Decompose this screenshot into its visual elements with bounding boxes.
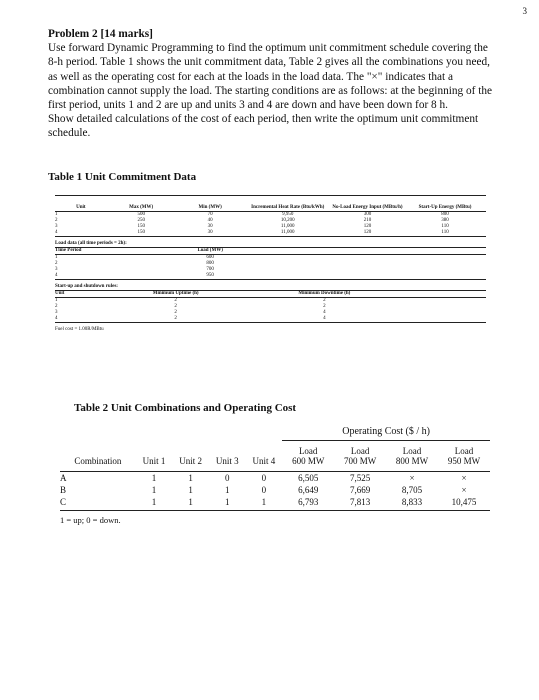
table1-cell: 250 bbox=[137, 218, 145, 223]
operating-cost-label: Operating Cost ($ / h) bbox=[282, 426, 490, 441]
table2-row bbox=[60, 496, 490, 511]
table2-header-cell: Combination bbox=[60, 456, 136, 472]
problem-title: Problem 2 [14 marks] bbox=[48, 28, 153, 40]
updown-cell: 2 bbox=[323, 298, 326, 303]
updown-rules-title: Start-up and shutdown rules: bbox=[55, 284, 118, 289]
updown-cell: 1 bbox=[55, 298, 58, 303]
table2-cell: 1 bbox=[188, 485, 193, 495]
table2-cell: 0 bbox=[261, 473, 267, 483]
table2-cell: × bbox=[461, 485, 467, 495]
table1-cell: 1 bbox=[55, 212, 58, 217]
table1-cell: 110 bbox=[441, 224, 449, 229]
table1-header-cell: Unit bbox=[55, 196, 107, 212]
updown-header-cell: Minimum Downtime (h) bbox=[245, 291, 404, 298]
updown-cell: 2 bbox=[174, 298, 177, 303]
load-cell: 600 bbox=[206, 255, 214, 260]
table2-footnote: 1 = up; 0 = down. bbox=[60, 515, 121, 525]
table2-cell: × bbox=[409, 473, 415, 483]
table2-header-cell: Unit 2 bbox=[172, 456, 209, 472]
updown-cell: 2 bbox=[174, 304, 177, 309]
updown-cell: 2 bbox=[174, 310, 177, 315]
table1-cell: 110 bbox=[404, 230, 486, 237]
table1-cell: 30 bbox=[176, 230, 245, 237]
updown-cell: 4 bbox=[55, 316, 107, 323]
table1-cell: 300 bbox=[363, 212, 372, 217]
table2-header-cell: 700 MW bbox=[334, 456, 386, 472]
table2-cell: 8,705 bbox=[401, 485, 423, 495]
load-cell: 700 bbox=[206, 267, 214, 272]
table2-cell: 6,793 bbox=[282, 496, 334, 511]
table2-cell: 7,525 bbox=[349, 473, 371, 483]
table1-cell: 30 bbox=[207, 224, 213, 229]
table2-cell: 1 bbox=[172, 496, 209, 511]
problem-paragraph-1: Use forward Dynamic Programming to find the optimum unit commitment schedule covering the 8-h period. Table 1 shows the unit commitment data, Table 2 gives all the combinations you need, as well as the operating cost for each at the loads in the load data. The "×" indicates that a combination cannot supply the load. The starting conditions are as follows: at the beginning of the first period, units 1 and 2 are up and units 3 and 4 are down and have been down for 8 h. bbox=[48, 42, 493, 112]
table2-row bbox=[60, 472, 490, 485]
table2-cell: 1 bbox=[151, 473, 157, 483]
updown-cell: 2 bbox=[107, 316, 245, 323]
load-data-title: Load data (all time periods = 2h): bbox=[55, 241, 127, 246]
table2-cell: 6,649 bbox=[298, 485, 319, 495]
table2-cell: 0 bbox=[261, 485, 267, 495]
table1-cell: 4 bbox=[55, 230, 107, 237]
table2-cell: 6,505 bbox=[298, 473, 319, 483]
table2-cell: 1 bbox=[188, 473, 193, 483]
unit-combinations-table bbox=[60, 426, 490, 525]
table1-header-cell: Incremental Heat Rate (Btu/kWh) bbox=[245, 196, 331, 212]
table1-header-row bbox=[55, 196, 486, 212]
table1-cell: 120 bbox=[363, 224, 372, 229]
updown-cell: 4 bbox=[245, 316, 404, 323]
fuel-cost-note: Fuel cost = 1.00R/MBtu bbox=[55, 327, 104, 332]
table2-header-cell: 800 MW bbox=[386, 456, 438, 472]
updown-cell: 2 bbox=[323, 304, 326, 309]
table1-cell: 380 bbox=[441, 218, 449, 223]
table1-cell: 9,950 bbox=[282, 212, 294, 217]
load-cell: 800 bbox=[206, 261, 214, 266]
table2-header-cell: Unit 4 bbox=[246, 456, 283, 472]
load-header-row bbox=[55, 248, 486, 255]
table2-cell: C bbox=[60, 496, 136, 511]
table2-cell: 7,669 bbox=[349, 485, 371, 495]
updown-cell: 3 bbox=[55, 310, 58, 315]
load-cell: 3 bbox=[55, 267, 58, 272]
table2-cell: 1 bbox=[151, 485, 157, 495]
table1-cell: 11,000 bbox=[280, 224, 295, 229]
load-label: Load bbox=[298, 446, 318, 456]
table2-cell: 8,833 bbox=[386, 496, 438, 511]
table1-cell: 40 bbox=[207, 218, 213, 223]
table2-cell: B bbox=[60, 485, 67, 495]
table1-header-cell: Start-Up Energy (MBtu) bbox=[404, 196, 486, 212]
table2-cell: 1 bbox=[246, 496, 283, 511]
table2-cell: × bbox=[461, 473, 467, 483]
table1-cell: 150 bbox=[137, 224, 145, 229]
page-number: 3 bbox=[522, 6, 527, 16]
table1-cell: 11,000 bbox=[245, 230, 331, 237]
table2-cell: 0 bbox=[225, 473, 230, 483]
table2-cell: 7,813 bbox=[334, 496, 386, 511]
table1-header-cell: Max (MW) bbox=[107, 196, 176, 212]
table2-header-row bbox=[60, 456, 490, 472]
table2-header-cell: Unit 1 bbox=[136, 456, 173, 472]
table1-caption: Table 1 Unit Commitment Data bbox=[48, 171, 197, 183]
table1-cell: 210 bbox=[363, 218, 372, 223]
updown-header-cell: Minimum Uptime (h) bbox=[107, 291, 245, 298]
problem-paragraph-2: Show detailed calculations of the cost of each period, then write the optimum unit commitment schedule. bbox=[48, 113, 479, 140]
table2-load-label-row bbox=[60, 441, 490, 457]
load-header-cell: Time Period bbox=[55, 248, 107, 255]
table2-header-cell: 600 MW bbox=[282, 456, 334, 472]
table2-header-cell: Unit 3 bbox=[209, 456, 246, 472]
table2-cell: A bbox=[60, 473, 67, 483]
unit-commitment-table bbox=[55, 195, 486, 333]
table2-cell: 10,475 bbox=[438, 496, 490, 511]
table1-header-cell: No-Load Energy Input (MBtu/h) bbox=[331, 196, 404, 212]
load-cell: 2 bbox=[55, 261, 58, 266]
table1-cell: 70 bbox=[207, 212, 213, 217]
load-header-cell: Load (MW) bbox=[176, 248, 245, 255]
table2-cell: 1 bbox=[136, 496, 173, 511]
table2-header-cell: 950 MW bbox=[438, 456, 490, 472]
table1-cell: 120 bbox=[331, 230, 404, 237]
load-cell: 4 bbox=[55, 273, 107, 280]
load-label: Load bbox=[454, 446, 474, 456]
load-label: Load bbox=[350, 446, 370, 456]
updown-header-row bbox=[55, 291, 486, 298]
table2-cell: 1 bbox=[225, 485, 230, 495]
table2-row bbox=[60, 484, 490, 496]
load-label: Load bbox=[402, 446, 422, 456]
table2-caption: Table 2 Unit Combinations and Operating Cost bbox=[74, 402, 297, 414]
load-cell: 1 bbox=[55, 255, 58, 260]
table1-header-cell: Min (MW) bbox=[176, 196, 245, 212]
table1-cell: 500 bbox=[137, 212, 145, 217]
table1-cell: 800 bbox=[441, 212, 449, 217]
table1-cell: 10,200 bbox=[280, 218, 295, 223]
table1-cell: 150 bbox=[107, 230, 176, 237]
table1-cell: 3 bbox=[55, 224, 58, 229]
updown-cell: 2 bbox=[55, 304, 58, 309]
updown-cell: 4 bbox=[323, 310, 326, 315]
table2-cell: 1 bbox=[209, 496, 246, 511]
table1-cell: 2 bbox=[55, 218, 58, 223]
problem-statement bbox=[48, 27, 493, 141]
load-cell: 950 bbox=[176, 273, 245, 280]
updown-header-cell: Unit bbox=[55, 291, 107, 298]
